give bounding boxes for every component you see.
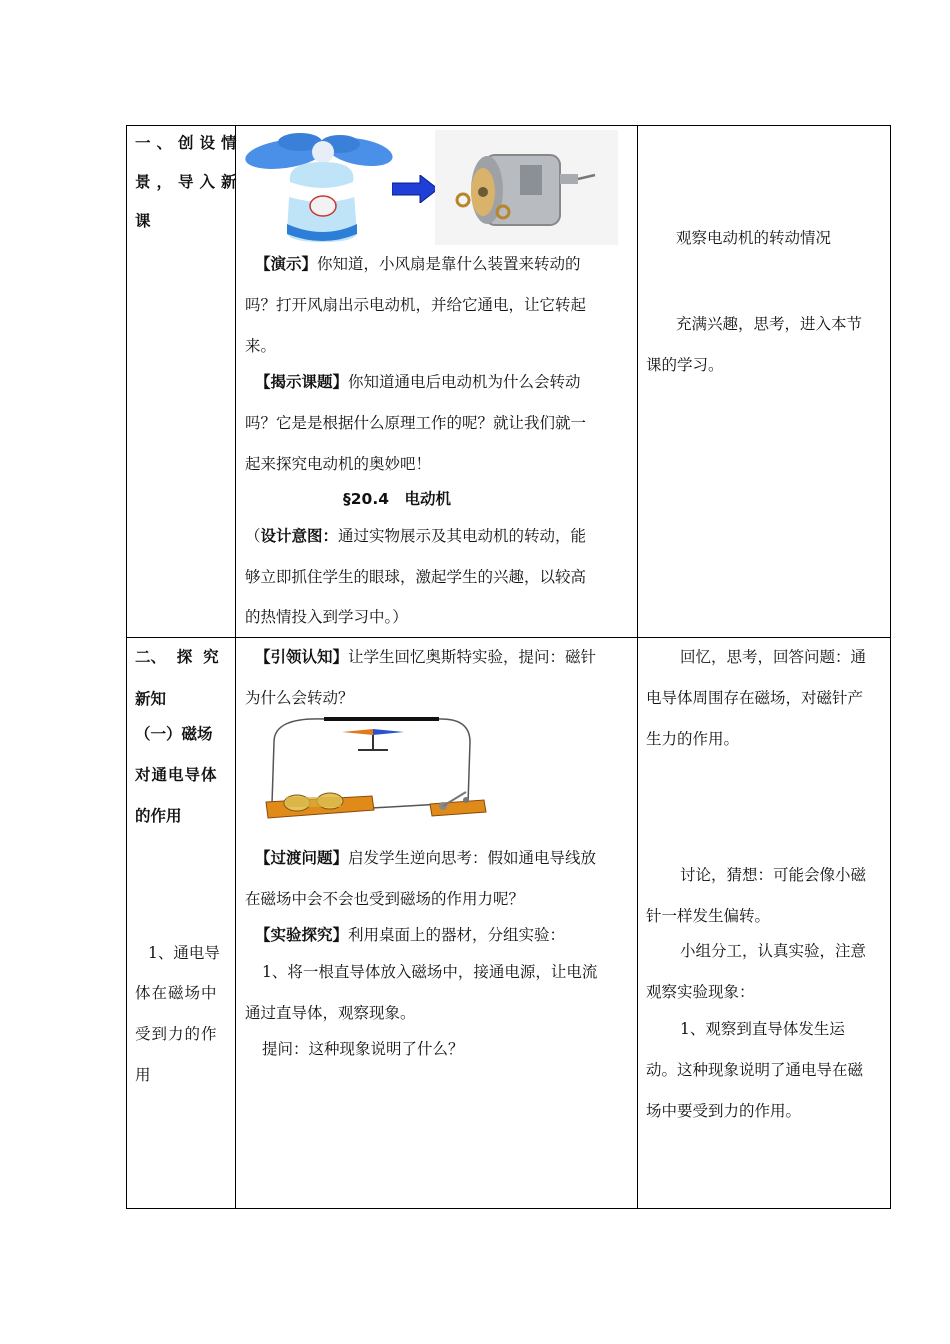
right-arrow-icon (392, 175, 438, 203)
section2-heading-line4: 对通电导体 (135, 766, 218, 784)
exp-tag: 【实验探究】 (255, 926, 349, 944)
transition-text-1: 启发学生逆向思考：假如通电导线放 (348, 849, 597, 867)
demo-line-3: 来。 (245, 337, 277, 355)
table-top-border (126, 125, 891, 126)
intent-text-1: 通过实物展示及其电动机的转动，能 (338, 527, 587, 545)
intent-line-3: 的热情投入到学习中。） (245, 608, 408, 626)
s1-student-line-2: 充满兴趣，思考，进入本节 (676, 315, 863, 333)
section2-heading-line1: 二、 探 究 (135, 648, 219, 666)
s2-student-line-4: 讨论，猜想：可能会像小磁 (680, 866, 867, 884)
demo-tag: 【演示】 (255, 255, 318, 273)
topic-text-1: 你知道通电后电动机为什么会转动 (348, 373, 581, 391)
s2-student-line-5: 针一样发生偏转。 (646, 907, 771, 925)
section-title: §20.4 电动机 (343, 490, 451, 508)
fan-image (245, 132, 395, 247)
s2-student-line-6: 小组分工，认真实验，注意 (680, 942, 867, 960)
table-col-divider-1 (235, 125, 236, 1209)
transition-tag: 【过渡问题】 (255, 849, 349, 867)
table-bottom-border (126, 1208, 891, 1209)
lead-tag: 【引领认知】 (255, 648, 349, 666)
section2-heading-line2: 新知 (135, 690, 167, 708)
exp-line-1 (255, 925, 565, 945)
section2-heading-line5: 的作用 (135, 807, 182, 825)
table-right-border (890, 125, 891, 1209)
topic-line-2: 吗？它是是根据什么原理工作的呢？就让我们就一 (245, 414, 587, 432)
table-left-border (126, 125, 127, 1209)
s2-student-line-3: 生力的作用。 (646, 730, 740, 748)
section2-heading-line3: （一）磁场 (135, 725, 213, 743)
section1-heading-line2: 景，导入新 (135, 173, 243, 191)
topic-line-1 (255, 372, 581, 392)
lead-text-1: 让学生回忆奥斯特实验，提问：磁针 (348, 648, 597, 666)
demo-text-1: 你知道，小风扇是靠什么装置来转动的 (317, 255, 581, 273)
exp-line-3: 通过直导体，观察现象。 (245, 1004, 416, 1022)
demo-line-1 (255, 254, 581, 274)
section1-heading-line1: 一、创设情 (135, 134, 243, 152)
section1-heading-line3: 课 (135, 212, 151, 230)
transition-line-2: 在磁场中会不会也受到磁场的作用力呢？ (245, 890, 525, 908)
sub-heading-line4: 用 (135, 1066, 151, 1084)
oersted-circuit-diagram (262, 712, 494, 824)
table-col-divider-2 (637, 125, 638, 1209)
intent-line-2: 够立即抓住学生的眼球，激起学生的兴趣，以较高 (245, 568, 587, 586)
exp-text-1: 利用桌面上的器材，分组实验： (348, 926, 566, 944)
intent-line-1 (245, 526, 586, 546)
s1-student-line-1: 观察电动机的转动情况 (676, 229, 832, 247)
sub-heading-line3: 受到力的作 (135, 1025, 218, 1043)
intent-tag: 设计意图： (260, 527, 339, 545)
topic-tag: 【揭示课题】 (255, 373, 349, 391)
s2-student-line-8: 1、观察到直导体发生运 (680, 1020, 845, 1038)
exp-line-4: 提问：这种现象说明了什么？ (262, 1040, 464, 1058)
electric-motor-image (435, 130, 618, 245)
s2-student-line-9: 动。这种现象说明了通电导在磁 (646, 1061, 864, 1079)
s2-student-line-10: 场中要受到力的作用。 (646, 1102, 802, 1120)
sub-heading-line2: 体在磁场中 (135, 984, 218, 1002)
s1-student-line-3: 课的学习。 (646, 356, 724, 374)
s2-student-line-1: 回忆，思考，回答问题：通 (680, 648, 867, 666)
table-row-divider (126, 637, 891, 638)
s2-student-line-2: 电导体周围存在磁场，对磁针产 (646, 689, 864, 707)
s2-student-line-7: 观察实验现象： (646, 983, 755, 1001)
transition-line-1 (255, 848, 596, 868)
exp-line-2: 1、将一根直导体放入磁场中，接通电源，让电流 (262, 963, 598, 981)
intent-open: （ (245, 527, 261, 545)
topic-line-3: 起来探究电动机的奥妙吧！ (245, 455, 432, 473)
sub-heading-line1: 1、通电导 (148, 944, 220, 962)
demo-line-2: 吗？打开风扇出示电动机，并给它通电，让它转起 (245, 296, 587, 314)
lead-line-1 (255, 647, 596, 667)
lead-line-2: 为什么会转动？ (245, 689, 354, 707)
